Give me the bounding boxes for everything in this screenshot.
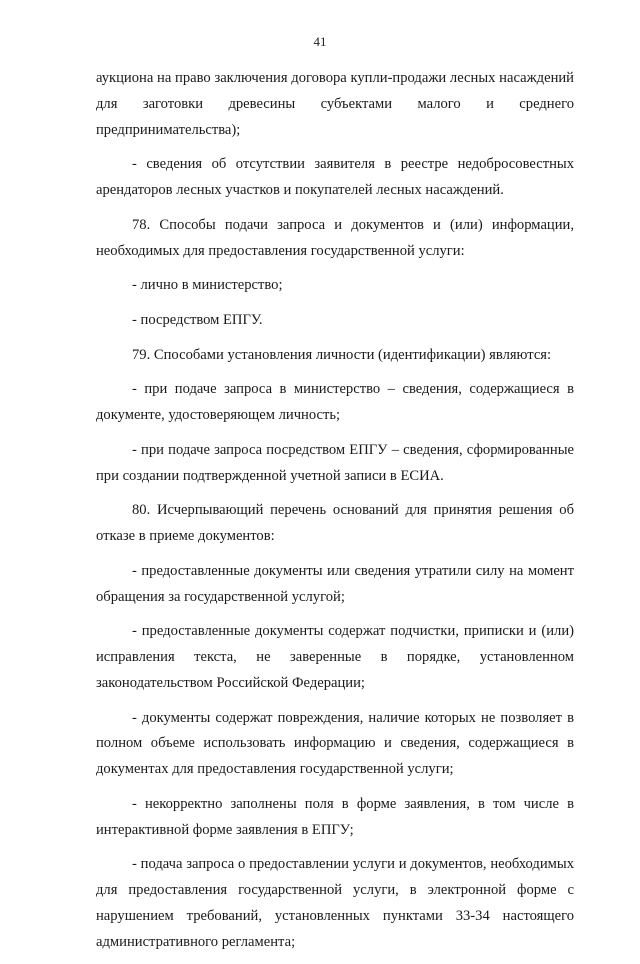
paragraph-item-79: 79. Способами установления личности (идентификации) являются: (132, 346, 552, 363)
page-number: 41 (313, 34, 327, 49)
paragraph-in-person: - лично в министерство; (132, 277, 283, 294)
paragraph-auction-continuation: аукциона на право заключения договора купли-продажи лесных насаждений для заготовки древесины субъектами малого и среднего предпринимательства); (96, 70, 574, 138)
paragraph-erasures: - предоставленные документы содержат подчистки, приписки и (или) исправления текста, не заверенные в порядке, установленном законодательством Российской Федерации; (96, 623, 574, 691)
paragraph-via-epgu: - посредством ЕПГУ. (132, 311, 263, 328)
paragraph-identity-esia: - при подаче запроса посредством ЕПГУ – сведения, сформированные при создании подтвержденной учетной записи в ЕСИА. (96, 441, 574, 484)
paragraph-expired-documents: - предоставленные документы или сведения утратили силу на момент обращения за государственной услугой; (96, 562, 574, 605)
paragraph-damaged-documents: - документы содержат повреждения, наличие которых не позволяет в полном объеме использовать информацию и сведения, содержащиеся в документах для предоставления государственной услуги; (96, 709, 574, 778)
paragraph-identity-document: - при подаче запроса в министерство – сведения, содержащиеся в документе, удостоверяющем личность; (96, 381, 574, 424)
paragraph-bad-faith-registry: - сведения об отсутствии заявителя в реестре недобросовестных арендаторов лесных участков и покупателей лесных насаждений. (96, 156, 574, 199)
document-body (96, 66, 574, 964)
paragraph-item-78: 78. Способы подачи запроса и документов и (или) информации, необходимых для предоставления государственной услуги: (96, 216, 574, 259)
paragraph-electronic-violation: - подача запроса о предоставлении услуги и документов, необходимых для предоставления государственной услуги, в электронной форме с нарушением требований, установленных пунктами 33-34 настоящего административного регламента; (96, 856, 574, 950)
paragraph-item-80: 80. Исчерпывающий перечень оснований для принятия решения об отказе в приеме документов: (96, 502, 574, 545)
paragraph-incorrect-fields: - некорректно заполнены поля в форме заявления, в том числе в интерактивной форме заявления в ЕПГУ; (96, 795, 574, 838)
